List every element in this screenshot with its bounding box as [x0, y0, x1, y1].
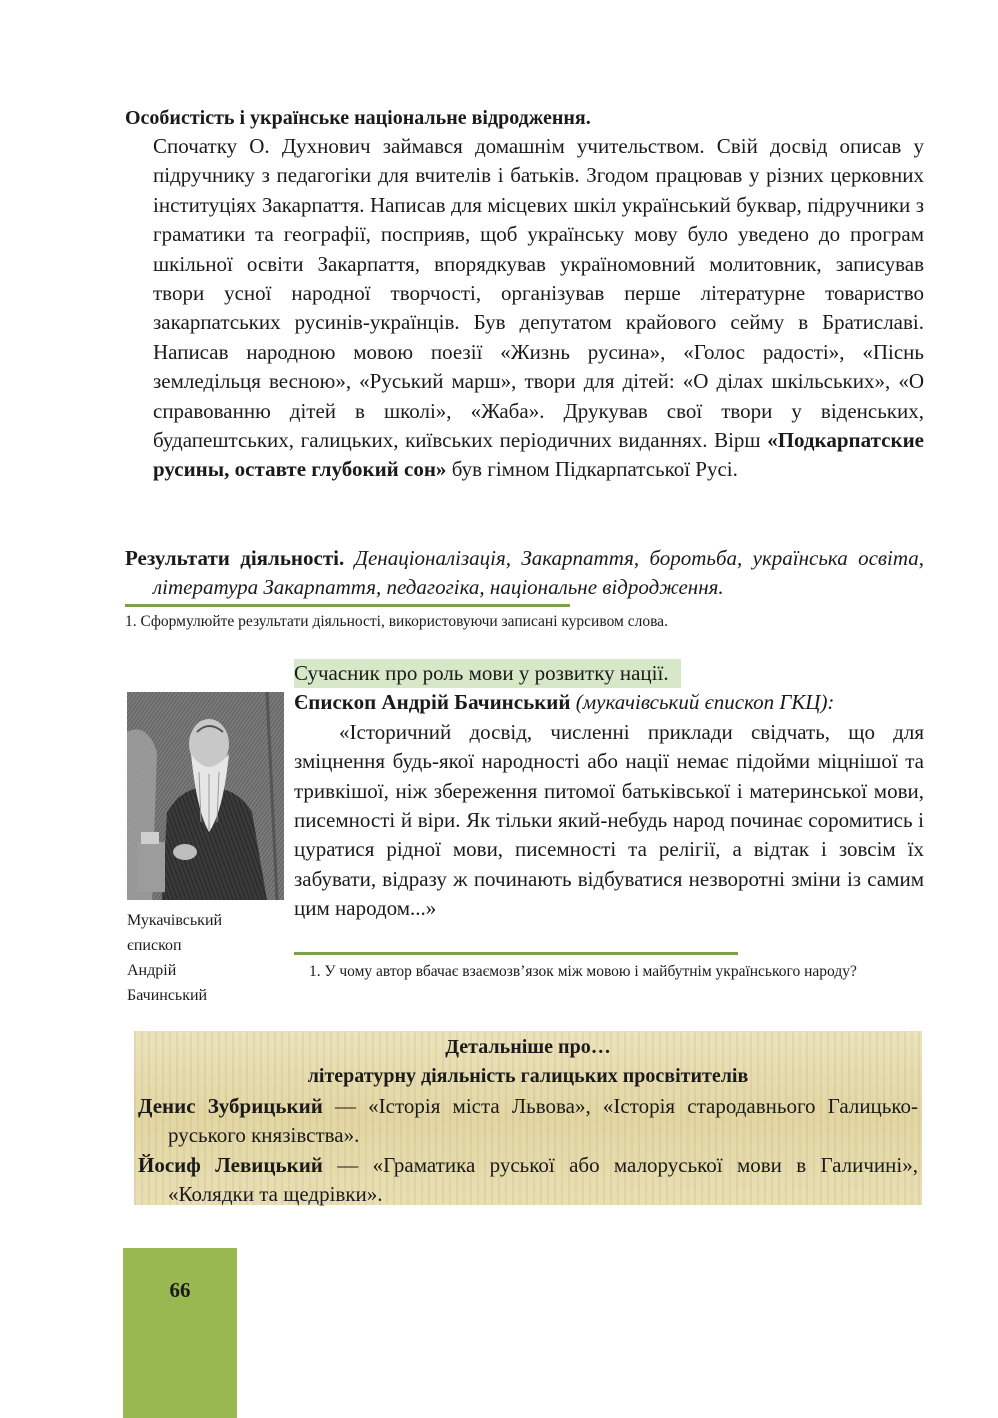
caption-line: єпископ	[127, 937, 182, 954]
results-label: Результати діяльності.	[125, 546, 345, 570]
quote-text: «Історичний досвід, численні приклади свідчать, що для зміцнення будь-якої народності або нації немає підойми міцнішої та тривкішої, ніж збереження питомої батьківської і материнської мови, писемності й віри. Як тільки який-небудь народ починає соромитись і цуратися рідної мови, писемності та релігії, а відтак і зовсім їх забувати, відразу ж починають відбуватися незворотні зміни із самим цим народом...»	[294, 719, 924, 921]
entry-name: Йосиф Левицький	[138, 1152, 323, 1177]
section-heading: Особистість і українське національне відродження.	[125, 107, 591, 129]
portrait-caption	[127, 908, 277, 1008]
details-title-line1: Детальніше про…	[445, 1036, 611, 1058]
page-number: 66	[169, 1278, 191, 1302]
quote-title: Сучасник про роль мови у розвитку нації.	[294, 659, 681, 688]
paragraph-text-end: був гімном Підкарпатської Русі.	[451, 457, 738, 482]
paragraph-text: Спочатку О. Духнович займався домашнім учительством. Свій досвід описав у підручнику з педагогіки для вчителів і батьків. Згодом працював у різних церковних інституціях Закарпаття. Написав для місцевих шкіл український буквар, підручники з граматики та географії, посприяв, щоб українську мову було уведено до програм шкільної освіти Закарпаття, впорядкував україномовний молитовник, записував твори усної народної творчості, організував перше літературне товариство закарпатських русинів-українців. Був депутатом крайового сейму в Братиславі. Написав народною мовою поезії «Жизнь русина», «Голос радості», «Піснь земледільця весною», «Руський марш», твори для дітей: «О ділах шкільських», «О справованню дітей в школі», «Жаба». Друкував свої твори у віденських, будапештських, галицьких, київських періодичних виданнях. Вірш	[153, 134, 924, 453]
portrait-illustration	[127, 692, 284, 900]
quote-author	[294, 688, 924, 717]
details-entry	[138, 1092, 918, 1151]
question-1: 1. Сформулюйте результати діяльності, використовуючи записані курсивом слова.	[125, 613, 668, 630]
caption-line: Андрій	[127, 962, 177, 979]
divider	[294, 952, 738, 955]
details-box	[134, 1031, 922, 1205]
quote-block	[294, 659, 924, 924]
author-name: Єпископ Андрій Бачинський	[294, 690, 571, 715]
entry-text: — «Історія міста Львова», «Історія стародавнього Галицько-руського князівства».	[168, 1093, 919, 1148]
author-role: (мукачівський єпископ ГКЦ):	[575, 690, 835, 715]
question-2: 1. У чому автор вбачає взаємозв’язок між мовою і майбутнім українського народу?	[309, 963, 857, 980]
poem-title-bold: «Подкарпатские русины, оставте глубокий сон»	[153, 428, 924, 482]
caption-line: Бачинський	[127, 987, 208, 1004]
entry-text: — «Граматика руської або малоруської мови в Галичині», «Колядки та щедрівки».	[168, 1152, 918, 1207]
details-title-line2: літературну діяльність галицьких просвітителів	[307, 1065, 749, 1088]
page-number-tab	[123, 1248, 237, 1418]
details-entry	[138, 1151, 918, 1210]
entry-name: Денис Зубрицький	[138, 1093, 323, 1118]
bishop-portrait-image	[127, 692, 284, 900]
caption-line: Мукачівський	[127, 912, 223, 929]
results-text: Денаціоналізація, Закарпаття, боротьба, українська освіта, література Закарпаття, педагогіка, національне відродження.	[153, 546, 925, 600]
main-paragraph	[153, 132, 924, 485]
results-block	[125, 544, 924, 603]
divider	[125, 604, 570, 607]
